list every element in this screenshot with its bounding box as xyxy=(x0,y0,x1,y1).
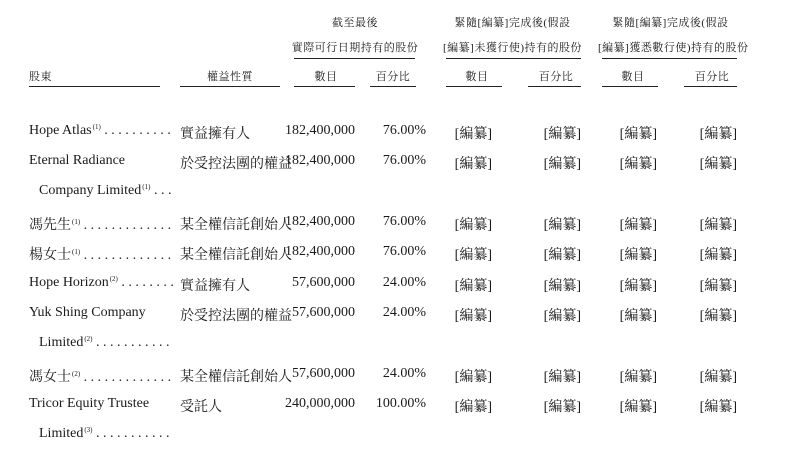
redacted-placeholder: [編纂] xyxy=(454,309,492,324)
redacted-placeholder: [編纂] xyxy=(619,309,657,324)
redacted-placeholder: [編纂] xyxy=(619,400,657,415)
shareholder-name: 楊女士$^{(1)}$ . . . . . . . . . . . . . xyxy=(29,248,172,263)
group-b-rule xyxy=(446,58,581,59)
redacted-placeholder: [編纂] xyxy=(454,127,492,142)
shareholder-name: Hope Atlas$^{(1)}$ . . . . . . . . . . xyxy=(29,123,171,138)
shareholder-name: 馮女士$^{(2)}$ . . . . . . . . . . . . . xyxy=(29,370,172,385)
group-b-number-rule xyxy=(446,86,502,87)
shares-number: 57,600,000 xyxy=(292,305,355,320)
redacted-placeholder: [編纂] xyxy=(699,248,737,263)
interest-nature: 受託人 xyxy=(180,400,222,415)
redacted-placeholder: [編纂] xyxy=(699,279,737,294)
shareholder-name-continued: Limited$^{(3)}$ . . . . . . . . . . . xyxy=(39,426,170,441)
shares-number: 57,600,000 xyxy=(292,366,355,381)
redacted-placeholder: [編纂] xyxy=(454,218,492,233)
redacted-placeholder: [編纂] xyxy=(454,279,492,294)
redacted-placeholder: [編纂] xyxy=(543,279,581,294)
nature-column-header: 權益性質 xyxy=(207,71,253,83)
group-c-percent-header: 百分比 xyxy=(694,71,730,83)
shares-number: 57,600,000 xyxy=(292,275,355,290)
redacted-placeholder: [編纂] xyxy=(619,157,657,172)
group-c-header-line2: [編纂]獲悉數行使)持有的股份 xyxy=(598,42,749,54)
shares-percent: 76.00% xyxy=(382,244,426,259)
redacted-placeholder: [編纂] xyxy=(454,248,492,263)
group-a-rule xyxy=(294,58,415,59)
nature-header-rule xyxy=(180,86,280,87)
group-c-header-line1: 緊隨[編纂]完成後(假設 xyxy=(612,17,729,29)
shareholder-name: 馮先生$^{(1)}$ . . . . . . . . . . . . . xyxy=(29,218,172,233)
redacted-placeholder: [編纂] xyxy=(699,400,737,415)
redacted-placeholder: [編纂] xyxy=(699,218,737,233)
group-b-percent-header: 百分比 xyxy=(538,71,574,83)
redacted-placeholder: [編纂] xyxy=(699,309,737,324)
shareholder-name-continued: Company Limited$^{(1)}$ . . . xyxy=(39,183,172,198)
redacted-placeholder: [編纂] xyxy=(543,218,581,233)
redacted-placeholder: [編纂] xyxy=(454,400,492,415)
shares-percent: 76.00% xyxy=(382,153,426,168)
redacted-placeholder: [編纂] xyxy=(619,370,657,385)
redacted-placeholder: [編纂] xyxy=(543,157,581,172)
shares-percent: 76.00% xyxy=(382,214,426,229)
shareholder-column-header: 股東 xyxy=(29,71,52,83)
group-c-percent-rule xyxy=(684,86,737,87)
group-c-rule xyxy=(602,58,737,59)
shares-number: 182,400,000 xyxy=(285,153,355,168)
shares-percent: 24.00% xyxy=(382,275,426,290)
shares-number: 182,400,000 xyxy=(285,214,355,229)
shareholder-name-continued: Limited$^{(2)}$ . . . . . . . . . . . xyxy=(39,335,170,350)
group-b-header-line1: 緊隨[編纂]完成後(假設 xyxy=(454,17,571,29)
group-a-header-line1: 截至最後 xyxy=(332,17,378,29)
redacted-placeholder: [編纂] xyxy=(619,127,657,142)
shareholder-name: Yuk Shing Company xyxy=(29,305,146,320)
redacted-placeholder: [編纂] xyxy=(543,248,581,263)
redacted-placeholder: [編纂] xyxy=(619,218,657,233)
group-a-percent-rule xyxy=(370,86,416,87)
interest-nature: 某全權信託創始人 xyxy=(180,248,292,263)
shares-number: 182,400,000 xyxy=(285,123,355,138)
redacted-placeholder: [編纂] xyxy=(454,157,492,172)
shares-number: 182,400,000 xyxy=(285,244,355,259)
redacted-placeholder: [編纂] xyxy=(699,157,737,172)
redacted-placeholder: [編纂] xyxy=(543,400,581,415)
shares-percent: 100.00% xyxy=(375,396,426,411)
group-b-number-header: 數目 xyxy=(465,71,489,83)
interest-nature: 於受控法團的權益 xyxy=(180,309,292,324)
interest-nature: 實益擁有人 xyxy=(180,279,250,294)
redacted-placeholder: [編纂] xyxy=(699,370,737,385)
shareholder-name: Hope Horizon$^{(2)}$ . . . . . . . . xyxy=(29,275,174,290)
interest-nature: 某全權信託創始人 xyxy=(180,218,292,233)
redacted-placeholder: [編纂] xyxy=(619,248,657,263)
shares-percent: 24.00% xyxy=(382,305,426,320)
group-a-number-rule xyxy=(294,86,355,87)
shareholder-header-rule xyxy=(29,86,160,87)
redacted-placeholder: [編纂] xyxy=(543,309,581,324)
interest-nature: 某全權信託創始人 xyxy=(180,370,292,385)
shares-number: 240,000,000 xyxy=(285,396,355,411)
group-a-percent-header: 百分比 xyxy=(375,71,411,83)
shares-percent: 76.00% xyxy=(382,123,426,138)
group-b-header-line2: [編纂]未獲行使)持有的股份 xyxy=(443,42,582,54)
shareholder-name: Tricor Equity Trustee xyxy=(29,396,150,411)
redacted-placeholder: [編纂] xyxy=(699,127,737,142)
redacted-placeholder: [編纂] xyxy=(543,127,581,142)
redacted-placeholder: [編纂] xyxy=(543,370,581,385)
group-a-number-header: 數目 xyxy=(314,71,338,83)
interest-nature: 於受控法團的權益 xyxy=(180,157,292,172)
redacted-placeholder: [編纂] xyxy=(454,370,492,385)
group-c-number-header: 數目 xyxy=(621,71,645,83)
interest-nature: 實益擁有人 xyxy=(180,127,250,142)
shareholder-name: Eternal Radiance xyxy=(29,153,126,168)
redacted-placeholder: [編纂] xyxy=(619,279,657,294)
group-a-header-line2: 實際可行日期持有的股份 xyxy=(291,42,419,54)
group-c-number-rule xyxy=(602,86,658,87)
shares-percent: 24.00% xyxy=(382,366,426,381)
group-b-percent-rule xyxy=(528,86,581,87)
